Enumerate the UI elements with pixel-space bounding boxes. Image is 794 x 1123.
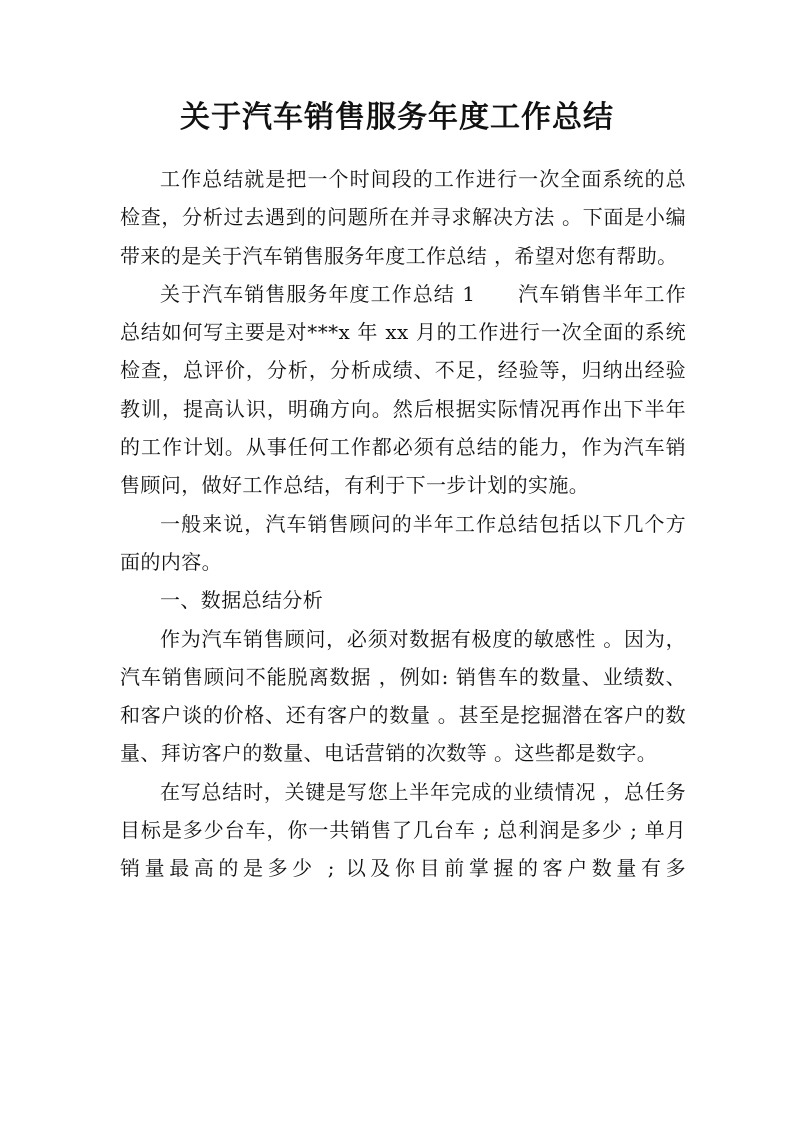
paragraph-data-sensitivity: 作为汽车销售顾问，必须对数据有极度的敏感性 。因为，汽车销售顾问不能脱离数据 ，例如: 销售车的数量、业绩数、和客户谈的价格、还有客户的数量 。甚至是挖掘潜在客户的数量、拜访客户的数量、电话营销的次数等 。这些都是数字。 <box>120 626 686 766</box>
paragraph-performance: 在写总结时，关键是写您上半年完成的业绩情况 ，总任务目标是多少台车，你一共销售了几台车 ; 总利润是多少 ; 单月销量最高的是多少 ; 以及你目前掌握的客户数量有多 <box>120 779 686 881</box>
document-title: 关于汽车销售服务年度工作总结 <box>180 100 614 135</box>
paragraph-intro: 工作总结就是把一个时间段的工作进行一次全面系统的总检查，分析过去遇到的问题所在并寻求解决方法 。下面是小编带来的是关于汽车销售服务年度工作总结 ，希望对您有帮助。 <box>120 167 686 268</box>
paragraph-general: 一般来说，汽车销售顾问的半年工作总结包括以下几个方面的内容。 <box>120 511 686 574</box>
document-body <box>120 160 686 888</box>
section-heading-data-analysis: 一、数据总结分析 <box>160 588 324 613</box>
paragraph-summary-1: 关于汽车销售服务年度工作总结 1 汽车销售半年工作总结如何写主要是对***x 年 xx 月的工作进行一次全面的系统检查，总评价，分析，分析成绩、不足，经验等，归纳出经验教训，提高认识，明确方向。然后根据实际情况再作出下半年的工作计划。从事任何工作都必须有总结的能力，作为汽车销售顾问，做好工作总结，有利于下一步计划的实施。 <box>120 281 686 498</box>
